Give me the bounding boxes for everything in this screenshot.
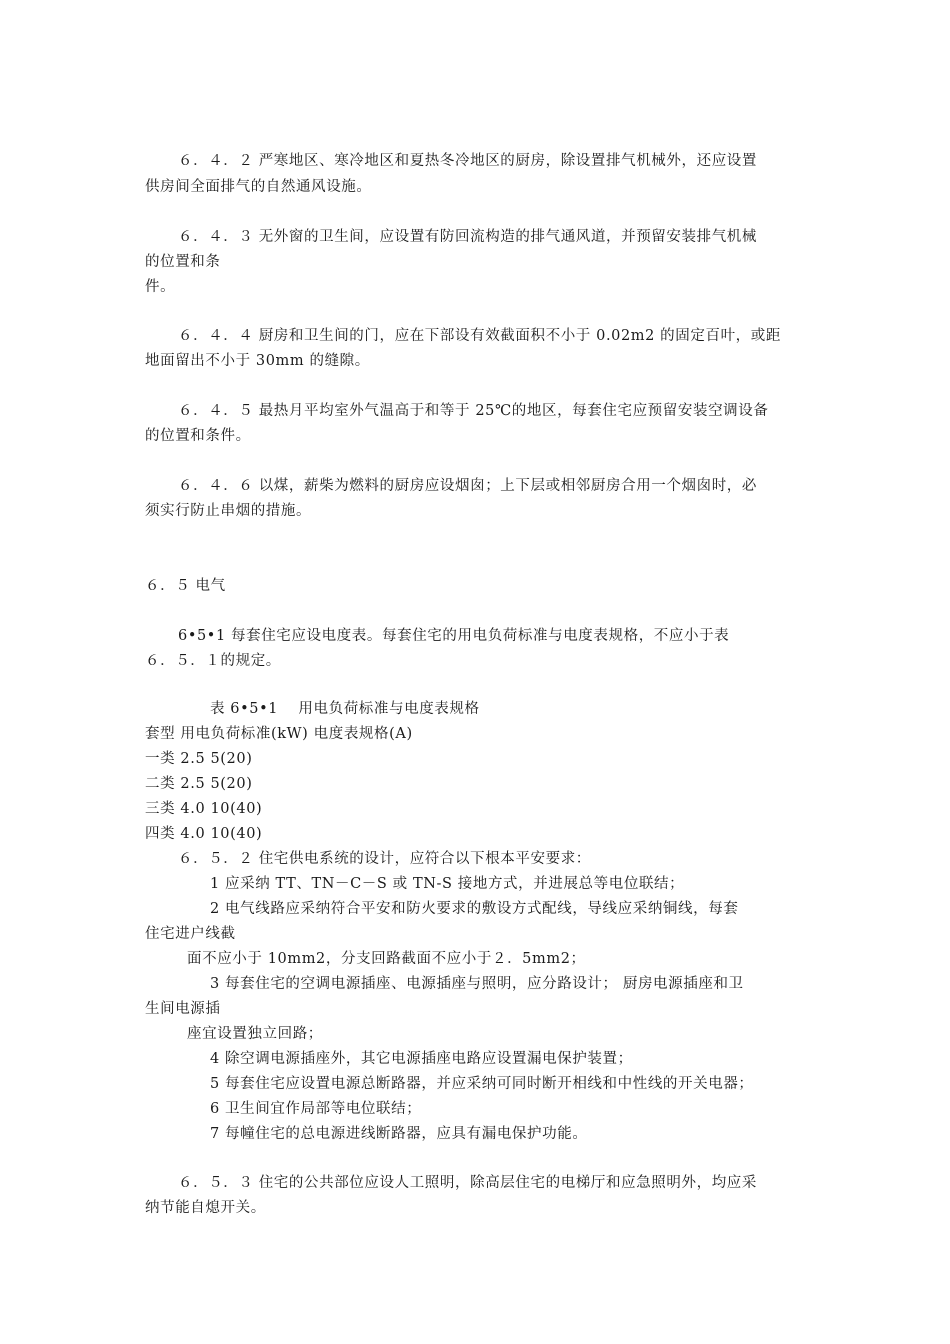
- clause-6-5-2-item-3-line-1: 3 每套住宅的空调电源插座、电源插座与照明，应分路设计； 厨房电源插座和卫: [210, 976, 744, 992]
- clause-6-5-2-item-2-line-2: 住宅进户线截: [145, 926, 236, 942]
- clause-6-5-2-item-4: 4 除空调电源插座外，其它电源插座电路应设置漏电保护装置；: [210, 1051, 633, 1067]
- section-6-5-heading: ６．５ 电气: [145, 578, 226, 594]
- clause-6-4-2-line-1: ６．４．２ 严寒地区、寒冷地区和夏热冬冷地区的厨房，除设置排气机械外，还应设置: [178, 153, 758, 169]
- clause-6-5-2-item-7: 7 每幢住宅的总电源进线断路器，应具有漏电保护功能。: [210, 1126, 588, 1142]
- clause-6-4-3-line-2: 的位置和条: [145, 254, 221, 270]
- clause-6-5-2-item-2-line-3: 面不应小于 10mm2，分支回路截面不应小于２．5mm2；: [187, 951, 586, 967]
- clause-6-5-1-line-1: 6•5•1 每套住宅应设电度表。每套住宅的用电负荷标准与电度表规格，不应小于表: [178, 628, 730, 644]
- table-caption: 表 6•5•1 用电负荷标准与电度表规格: [210, 701, 480, 717]
- clause-6-4-4-line-1: ６．４．４ 厨房和卫生间的门，应在下部设有效截面积不小于 0.02m2 的固定百叶，或距: [178, 328, 781, 344]
- clause-6-5-2-item-1: 1 应采纳 TT、TN－C－S 或 TN-S 接地方式，并进展总等电位联结；: [210, 876, 685, 892]
- table-row: 三类 4.0 10(40): [145, 801, 263, 817]
- clause-6-4-2-line-2: 供房间全面排气的自然通风设施。: [145, 179, 372, 195]
- clause-6-4-5-line-1: ６．４．５ 最热月平均室外气温高于和等于 25℃的地区，每套住宅应预留安装空调设备: [178, 403, 769, 419]
- table-row: 四类 4.0 10(40): [145, 826, 263, 842]
- clause-6-5-1-line-2: ６．５．１的规定。: [145, 653, 281, 669]
- clause-6-5-2-item-2-line-1: 2 电气线路应采纳符合平安和防火要求的敷设方式配线，导线应采纳铜线，每套: [210, 901, 739, 917]
- clause-6-5-2-item-5: 5 每套住宅应设置电源总断路器，并应采纳可同时断开相线和中性线的开关电器；: [210, 1076, 754, 1092]
- table-header-row: 套型 用电负荷标准(kW) 电度表规格(A): [145, 726, 413, 742]
- table-row: 一类 2.5 5(20): [145, 751, 253, 767]
- clause-6-5-3-line-1: ６．５．３ 住宅的公共部位应设人工照明，除高层住宅的电梯厅和应急照明外，均应采: [178, 1175, 758, 1191]
- clause-6-5-2-item-3-line-3: 座宜设置独立回路；: [187, 1026, 323, 1042]
- clause-6-5-2-item-3-line-2: 生间电源插: [145, 1001, 221, 1017]
- clause-6-4-3-line-1: ６．４．３ 无外窗的卫生间，应设置有防回流构造的排气通风道，并预留安装排气机械: [178, 229, 758, 245]
- clause-6-5-3-line-2: 纳节能自熄开关。: [145, 1200, 266, 1216]
- clause-6-4-6-line-1: ６．４．６ 以煤，薪柴为燃料的厨房应设烟囱；上下层或相邻厨房合用一个烟囱时，必: [178, 478, 758, 494]
- clause-6-5-2-item-6: 6 卫生间宜作局部等电位联结；: [210, 1101, 422, 1117]
- clause-6-4-3-line-3: 件。: [145, 279, 176, 295]
- clause-6-4-5-line-2: 的位置和条件。: [145, 428, 251, 444]
- clause-6-5-2-intro: ６．５．２ 住宅供电系统的设计，应符合以下根本平安要求：: [178, 851, 591, 867]
- clause-6-4-6-line-2: 须实行防止串烟的措施。: [145, 503, 312, 519]
- clause-6-4-4-line-2: 地面留出不小于 30mm 的缝隙。: [145, 353, 370, 369]
- table-row: 二类 2.5 5(20): [145, 776, 253, 792]
